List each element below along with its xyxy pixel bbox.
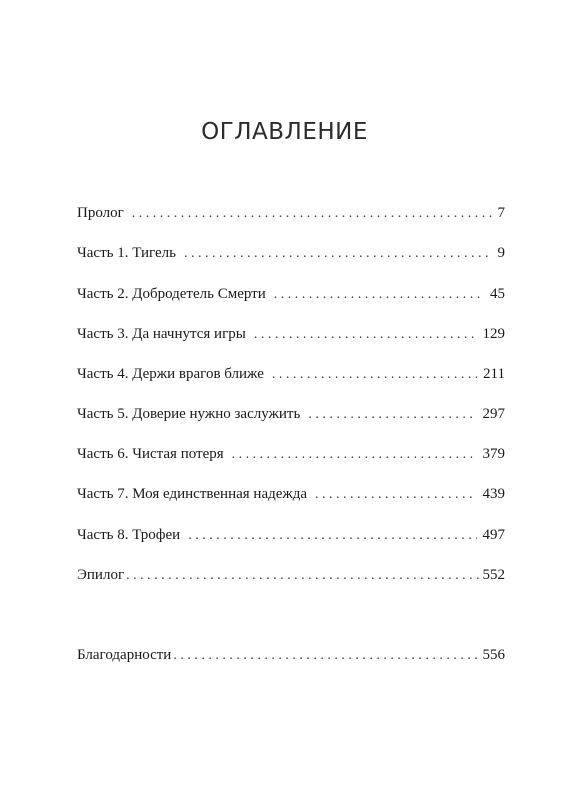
toc-entry-label: Благодарности [77,647,172,663]
toc-entry-label: Часть 6. Чистая потеря [77,446,224,462]
toc-entry-label: Часть 1. Тигель [77,245,176,261]
toc-entry-part-4[interactable] [77,364,505,384]
toc-entry-label: Часть 8. Трофеи [77,527,181,543]
page-title: ОГЛАВЛЕНИЕ [201,119,368,145]
toc-entry-part-7[interactable] [77,484,505,504]
toc-entry-part-1[interactable] [77,243,505,263]
toc-entry-page: 129 [482,326,505,342]
dot-leader [315,485,476,505]
toc-entry-label: Часть 4. Держи врагов ближе [77,366,264,382]
toc-entry-label: Часть 5. Доверие нужно заслужить [77,406,301,422]
dot-leader [132,204,492,224]
toc-entry-part-2[interactable] [77,284,505,304]
dot-leader [308,405,476,425]
toc-entry-part-8[interactable] [77,525,505,545]
toc-entry-page: 45 [490,286,505,302]
toc-entry-label: Часть 2. Добродетель Смерти [77,286,266,302]
dot-leader [254,325,477,345]
toc-entry-page: 379 [482,446,505,462]
toc-entry-epilogue[interactable] [77,565,505,585]
dot-leader [272,365,477,385]
toc-entry-page: 211 [483,366,505,382]
toc-entry-label: Часть 3. Да начнутся игры [77,326,246,342]
dot-leader [184,244,492,264]
dot-leader [188,526,476,546]
toc-entry-page: 552 [482,567,505,583]
dot-leader [274,285,484,305]
toc-entry-part-6[interactable] [77,444,505,464]
toc-entry-part-5[interactable] [77,404,505,424]
toc-entry-label: Пролог [77,205,124,221]
toc-entry-part-3[interactable] [77,324,505,344]
toc-entry-page: 297 [482,406,505,422]
dot-leader [173,646,480,666]
toc-entry-page: 439 [482,486,505,502]
toc-entry-page: 556 [482,647,505,663]
dot-leader [126,566,480,586]
toc-entry-page: 9 [497,245,505,261]
dot-leader [232,445,477,465]
table-of-contents [77,0,505,797]
toc-entry-acknowledgements[interactable] [77,645,505,665]
toc-entry-page: 7 [497,205,505,221]
toc-entry-label: Часть 7. Моя единственная надежда [77,486,308,502]
toc-entry-page: 497 [482,527,505,543]
toc-entry-prologue[interactable] [77,203,505,223]
toc-entry-label: Эпилог [77,567,125,583]
